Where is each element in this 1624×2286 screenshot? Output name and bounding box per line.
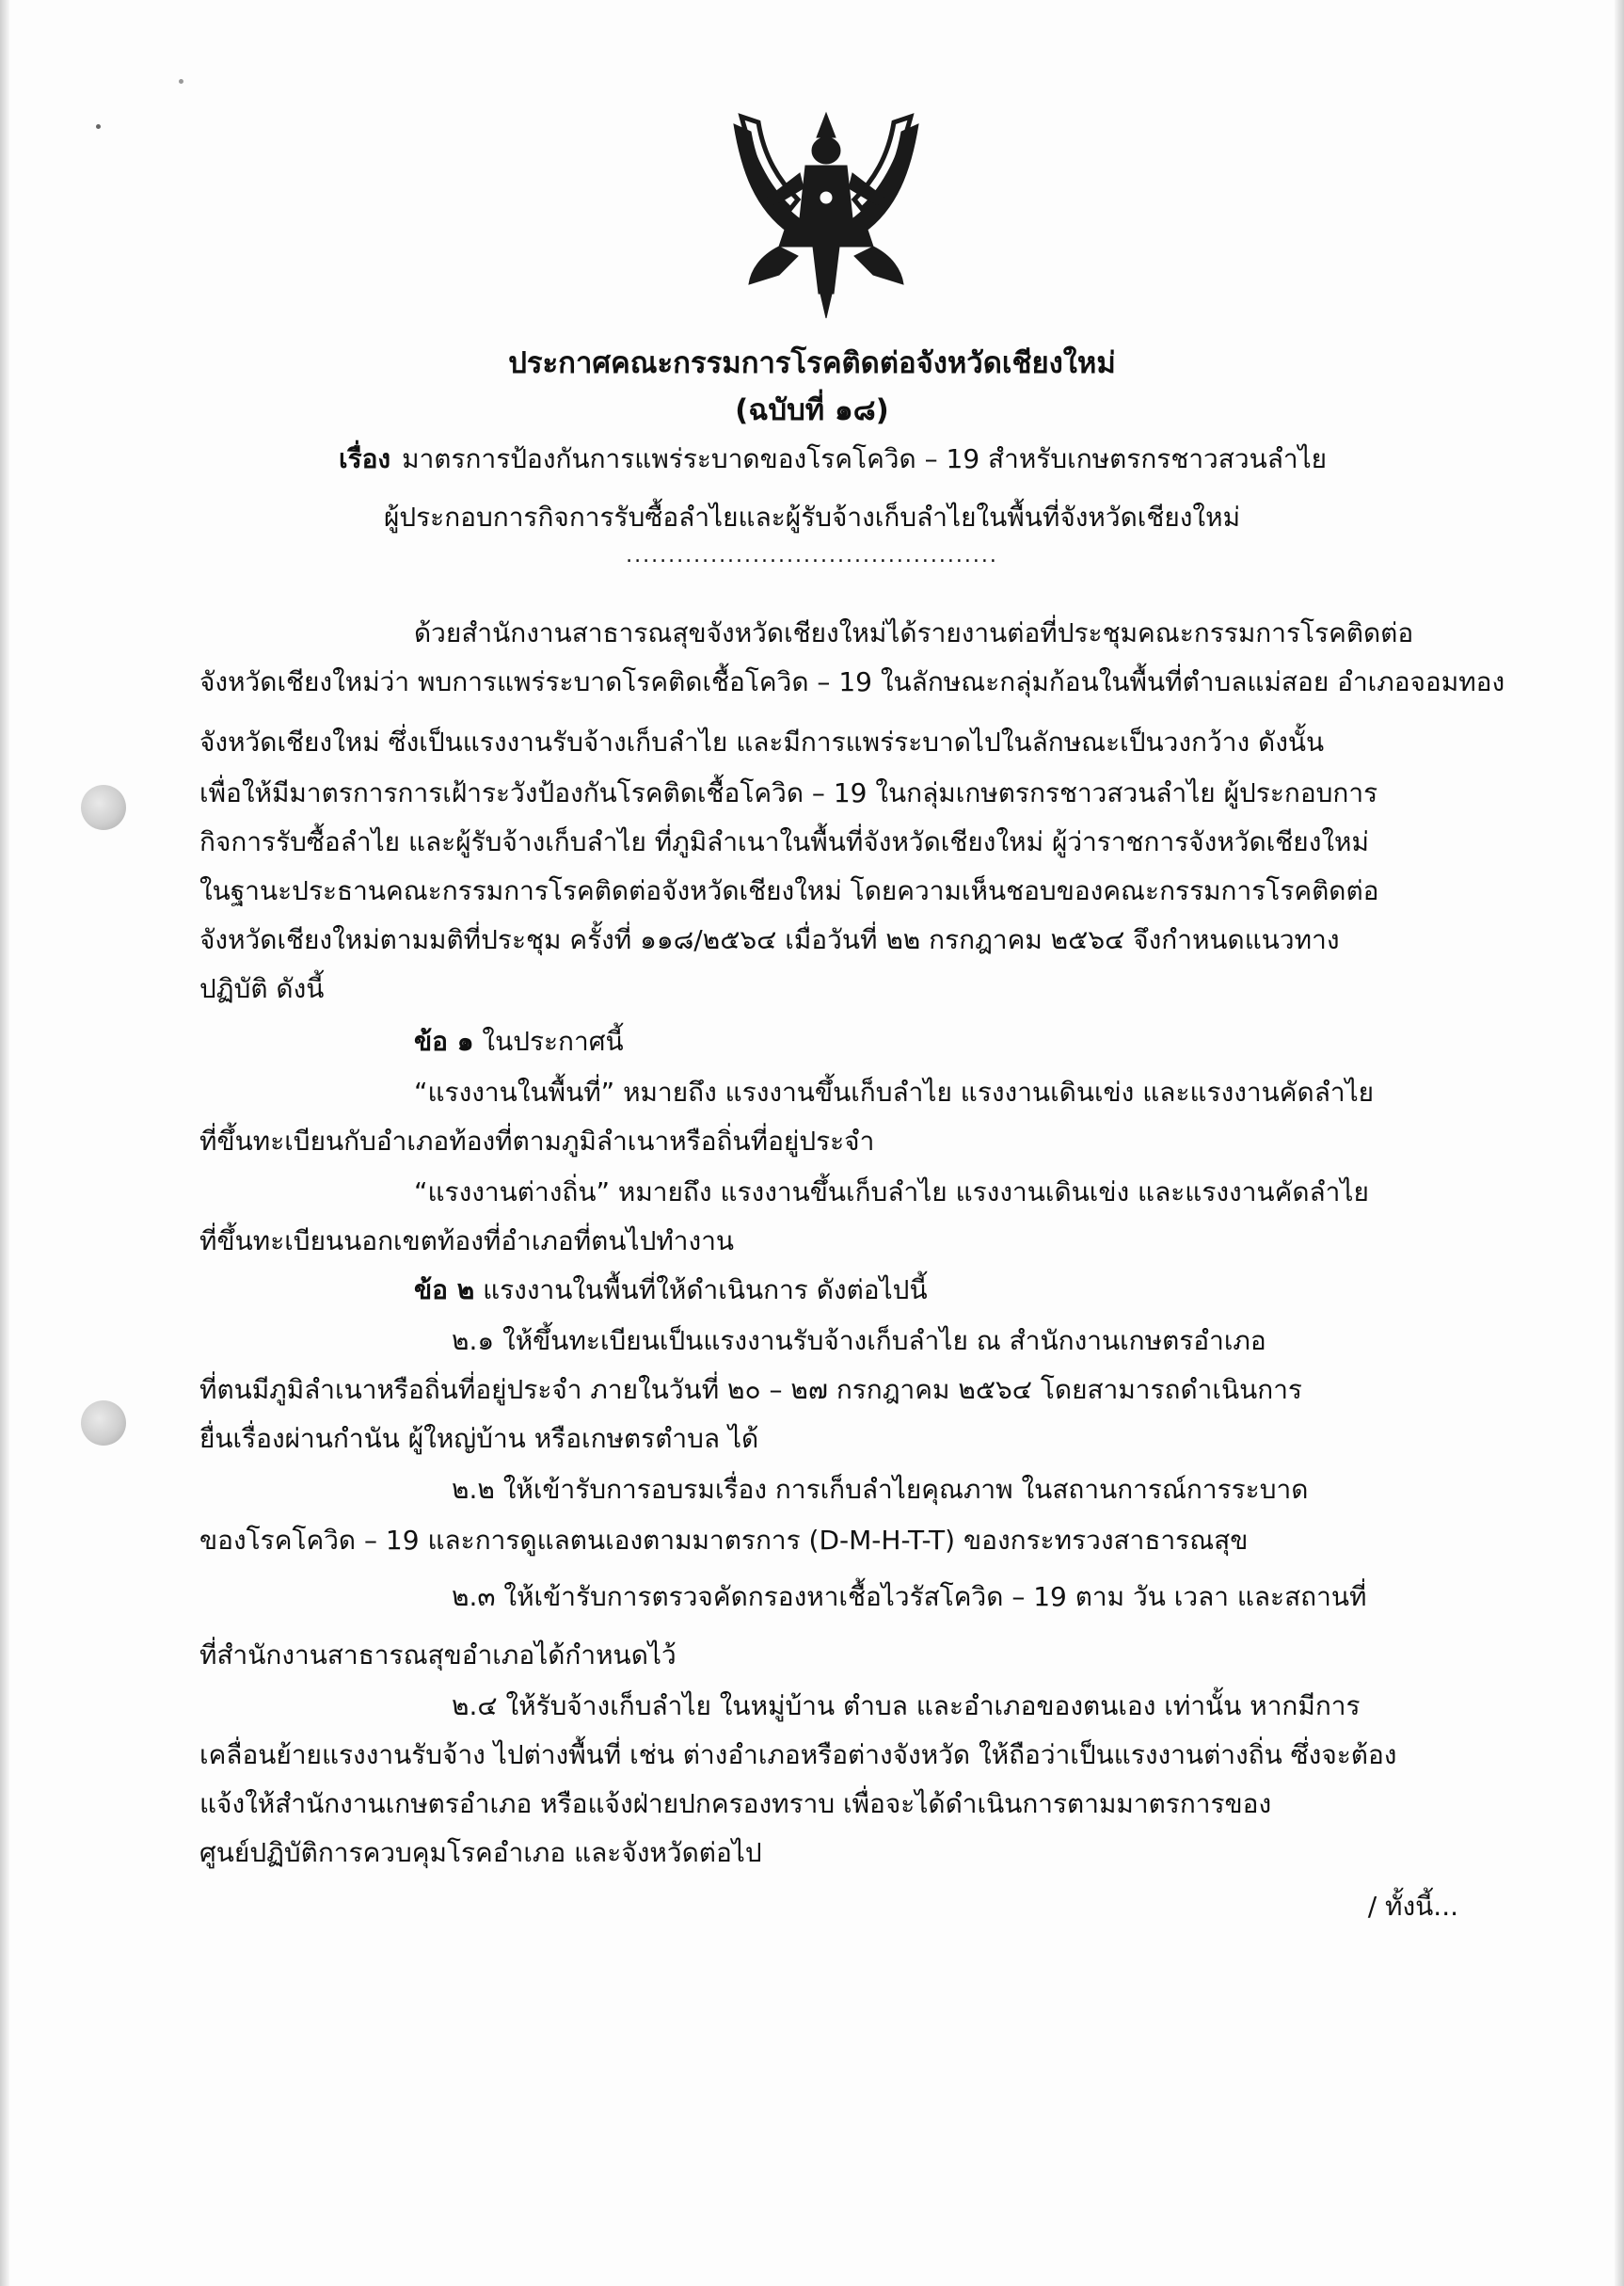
clause-2	[414, 1274, 928, 1306]
item-line: ๒.๔ ให้รับจ้างเก็บลำไย ในหมู่บ้าน ตำบล และอำเภอของตนเอง เท่านั้น หากมีการ	[452, 1690, 1361, 1721]
scan-speck	[179, 79, 183, 84]
definition-line: “แรงงานในพื้นที่” หมายถึง แรงงานขึ้นเก็บลำไย แรงงานเดินเข่ง และแรงงานคัดลำไย	[414, 1077, 1375, 1108]
paragraph-line: เพื่อให้มีมาตรการการเฝ้าระวังป้องกันโรคติดเชื้อโควิด – 19 ในกลุ่มเกษตรกรชาวสวนลำไย ผู้ประกอบการ	[199, 777, 1378, 808]
item-line: ที่สำนักงานสาธารณสุขอำเภอได้กำหนดไว้	[199, 1639, 677, 1671]
subject-label: เรื่อง	[339, 443, 391, 474]
paragraph-line: ในฐานะประธานคณะกรรมการโรคติดต่อจังหวัดเชียงใหม่ โดยความเห็นชอบของคณะกรรมการโรคติดต่อ	[199, 875, 1379, 906]
clause-2-text: แรงงานในพื้นที่ให้ดำเนินการ ดังต่อไปนี้	[483, 1274, 928, 1305]
item-line: เคลื่อนย้ายแรงงานรับจ้าง ไปต่างพื้นที่ เช่น ต่างอำเภอหรือต่างจังหวัด ให้ถือว่าเป็นแรงงานต่างถิ่น ซึ่งจะต้อง	[199, 1739, 1397, 1770]
continuation-marker: / ทั้งนี้...	[1367, 1891, 1458, 1922]
dotted-divider: ............................................	[626, 544, 998, 568]
issue-number: (ฉบับที่ ๑๘)	[735, 393, 889, 427]
scan-speck	[96, 124, 101, 129]
paragraph-line: จังหวัดเชียงใหม่ว่า พบการแพร่ระบาดโรคติดเชื้อโควิด – 19 ในลักษณะกลุ่มก้อนในพื้นที่ตำบลแม่สอย อำเภอจอมทอง	[199, 666, 1505, 697]
announcement-title: ประกาศคณะกรรมการโรคติดต่อจังหวัดเชียงใหม่	[508, 346, 1116, 380]
garuda-emblem-icon	[723, 105, 930, 322]
paragraph-line: ปฏิบัติ ดังนี้	[199, 973, 325, 1004]
clause-1-text: ในประกาศนี้	[482, 1026, 624, 1057]
subject-line-2: ผู้ประกอบการกิจการรับซื้อลำไยและผู้รับจ้างเก็บลำไยในพื้นที่จังหวัดเชียงใหม่	[383, 502, 1241, 533]
paragraph-line: จังหวัดเชียงใหม่ตามมติที่ประชุม ครั้งที่ ๑๑๘/๒๕๖๔ เมื่อวันที่ ๒๒ กรกฎาคม ๒๕๖๔ จึงกำหนดแนวทาง	[199, 924, 1340, 955]
definition-line: ที่ขึ้นทะเบียนกับอำเภอท้องที่ตามภูมิลำเนาหรือถิ่นที่อยู่ประจำ	[199, 1126, 875, 1157]
definition-line: ที่ขึ้นทะเบียนนอกเขตท้องที่อำเภอที่ตนไปทำงาน	[199, 1225, 735, 1256]
subject-text: มาตรการป้องกันการแพร่ระบาดของโรคโควิด – 19 สำหรับเกษตรกรชาวสวนลำไย	[402, 443, 1328, 474]
paragraph-line: ด้วยสำนักงานสาธารณสุขจังหวัดเชียงใหม่ได้รายงานต่อที่ประชุมคณะกรรมการโรคติดต่อ	[414, 617, 1414, 648]
clause-2-label: ข้อ ๒	[414, 1274, 475, 1305]
item-line: ศูนย์ปฏิบัติการควบคุมโรคอำเภอ และจังหวัดต่อไป	[199, 1837, 762, 1868]
clause-1	[414, 1026, 624, 1058]
paragraph-line: กิจการรับซื้อลำไย และผู้รับจ้างเก็บลำไย ที่ภูมิลำเนาในพื้นที่จังหวัดเชียงใหม่ ผู้ว่าราชการจังหวัดเชียงใหม่	[199, 826, 1369, 857]
subject-line	[339, 439, 1327, 480]
paragraph-line: จังหวัดเชียงใหม่ ซึ่งเป็นแรงงานรับจ้างเก็บลำไย และมีการแพร่ระบาดไปในลักษณะเป็นวงกว้าง ดังนั้น	[199, 727, 1325, 758]
item-line: ยื่นเรื่องผ่านกำนัน ผู้ใหญ่บ้าน หรือเกษตรตำบล ได้	[199, 1423, 759, 1454]
definition-line: “แรงงานต่างถิ่น” หมายถึง แรงงานขึ้นเก็บลำไย แรงงานเดินเข่ง และแรงงานคัดลำไย	[414, 1176, 1369, 1207]
item-line: ๒.๓ ให้เข้ารับการตรวจคัดกรองหาเชื้อไวรัสโควิด – 19 ตาม วัน เวลา และสถานที่	[452, 1581, 1367, 1612]
clause-1-label: ข้อ ๑	[414, 1026, 474, 1057]
punch-hole-top	[81, 785, 126, 830]
item-line: แจ้งให้สำนักงานเกษตรอำเภอ หรือแจ้งฝ่ายปกครองทราบ เพื่อจะได้ดำเนินการตามมาตรการของ	[199, 1788, 1272, 1819]
punch-hole-bottom	[81, 1400, 126, 1446]
item-line: ของโรคโควิด – 19 และการดูแลตนเองตามมาตรการ (D-M-H-T-T) ของกระทรวงสาธารณสุข	[199, 1525, 1249, 1556]
item-line: ที่ตนมีภูมิลำเนาหรือถิ่นที่อยู่ประจำ ภายในวันที่ ๒๐ – ๒๗ กรกฎาคม ๒๕๖๔ โดยสามารถดำเนินการ	[199, 1374, 1302, 1405]
item-line: ๒.๑ ให้ขึ้นทะเบียนเป็นแรงงานรับจ้างเก็บลำไย ณ สำนักงานเกษตรอำเภอ	[452, 1325, 1266, 1356]
item-line: ๒.๒ ให้เข้ารับการอบรมเรื่อง การเก็บลำไยคุณภาพ ในสถานการณ์การระบาด	[452, 1474, 1309, 1505]
